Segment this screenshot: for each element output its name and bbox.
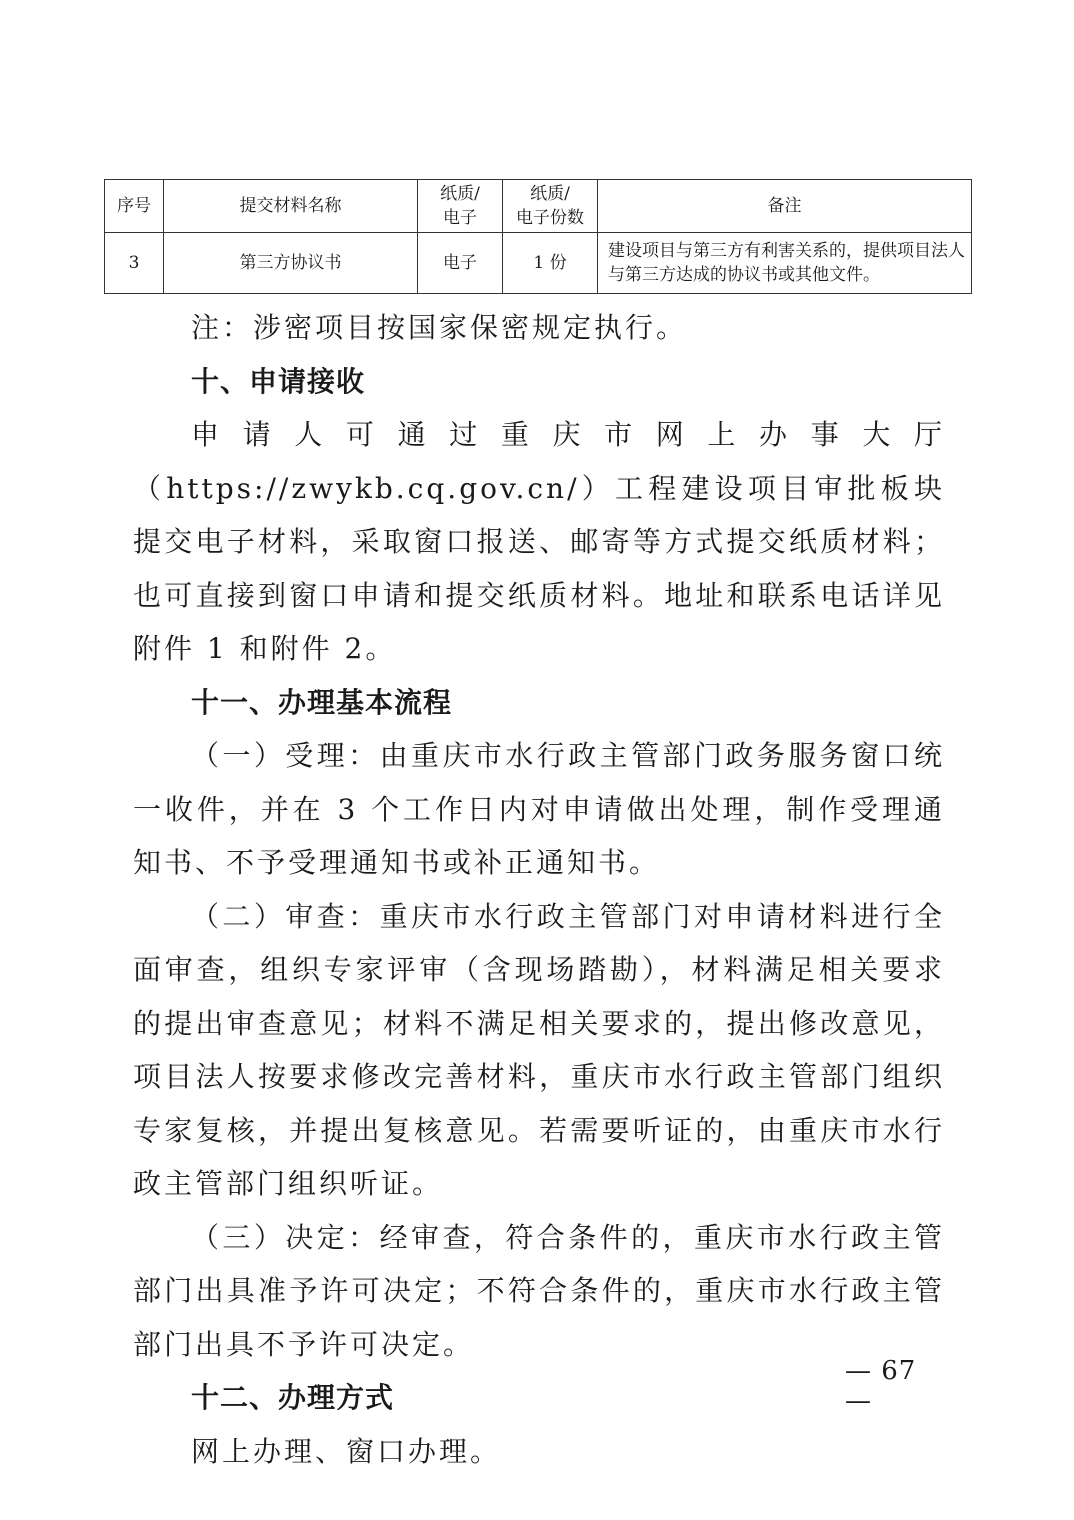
body-text	[133, 301, 945, 1478]
cell-remarks: 建设项目与第三方有利害关系的，提供项目法人与第三方达成的协议书或其他文件。	[598, 233, 972, 294]
paragraph: 网上办理、窗口办理。	[191, 1434, 502, 1468]
cell-copies: 1 份	[503, 233, 598, 294]
header-copies: 纸质/ 电子份数	[503, 180, 598, 233]
paragraph: （二）审查：重庆市水行政主管部门对申请材料进行全面审查，组织专家评审（含现场踏勘），材料满足相关要求的提出审查意见；材料不满足相关要求的，提出修改意见，项目法人按要求修改完善材料，重庆市水行政主管部门组织专家复核，并提出复核意见。若需要听证的，由重庆市水行政主管部门组织听证。	[133, 899, 945, 1200]
section-heading: 十二、办理方式	[191, 1381, 395, 1414]
header-index: 序号	[105, 180, 164, 233]
section-heading: 十一、办理基本流程	[191, 685, 453, 719]
cell-index: 3	[105, 233, 164, 294]
cell-material-name: 第三方协议书	[164, 233, 418, 294]
paragraph: 申请人可通过重庆市网上办事大厅（https://zwykb.cq.gov.cn/）工程建设项目审批板块提交电子材料，采取窗口报送、邮寄等方式提交纸质材料；也可直接到窗口申请和提交纸质材料。地址和联系电话详见附件 1 和附件 2。	[133, 418, 945, 665]
header-remarks: 备注	[598, 180, 972, 233]
section-heading: 十、申请接收	[191, 364, 366, 398]
paragraph: （一）受理：由重庆市水行政主管部门政务服务窗口统一收件，并在 3 个工作日内对申请做出处理，制作受理通知书、不予受理通知书或补正通知书。	[133, 739, 945, 879]
header-format: 纸质/ 电子	[418, 180, 503, 233]
cell-format: 电子	[418, 233, 503, 294]
confidential-note: 注：涉密项目按国家保密规定执行。	[191, 311, 688, 344]
paragraph: （三）决定：经审查，符合条件的，重庆市水行政主管部门出具准予许可决定；不符合条件的，重庆市水行政主管部门出具不予许可决定。	[133, 1220, 945, 1361]
page-number: — 67 —	[845, 1356, 917, 1416]
materials-table	[104, 179, 972, 294]
table-header-row	[105, 180, 972, 233]
header-material-name: 提交材料名称	[164, 180, 418, 233]
table-row	[105, 233, 972, 294]
